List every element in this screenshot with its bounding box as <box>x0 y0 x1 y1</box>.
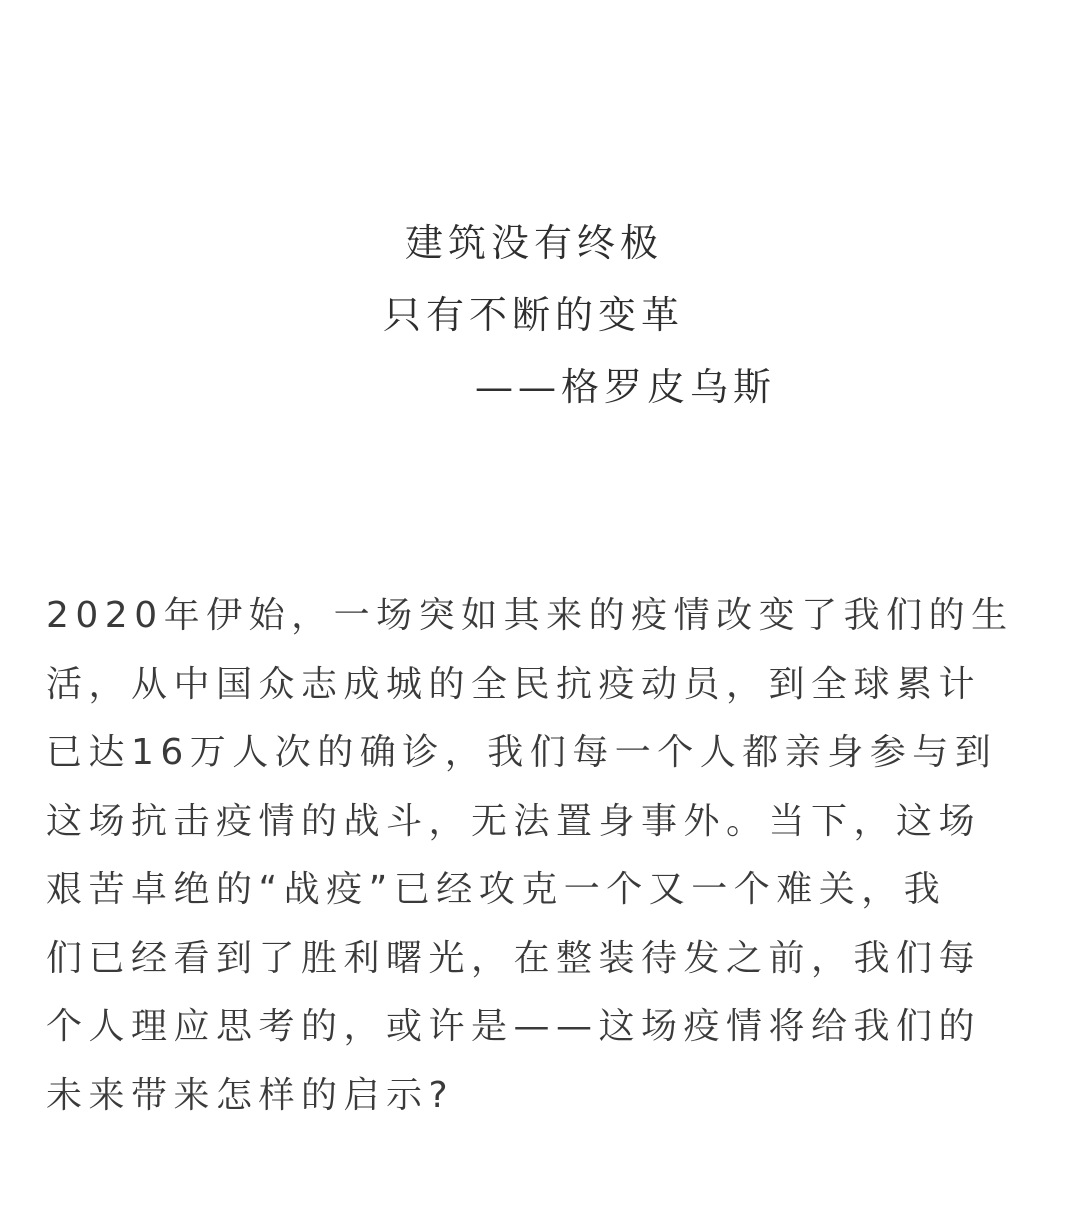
paragraph-line: 这场抗击疫情的战斗，无法置身事外。当下，这场 <box>46 800 982 842</box>
paragraph-line: 个人理应思考的，或许是——这场疫情将给我们的 <box>46 1006 982 1047</box>
body-paragraph <box>46 582 1040 1130</box>
paragraph-line: 已达16万人次的确诊，我们每一个人都亲身参与到 <box>46 732 998 773</box>
paragraph-line: 们已经看到了胜利曙光，在整装待发之前，我们每 <box>46 937 982 979</box>
epigraph-line-1: 建筑没有终极 <box>405 221 664 265</box>
epigraph-attribution: ——格罗皮乌斯 <box>475 365 777 409</box>
paragraph-line: 艰苦卓绝的“战疫”已经攻克一个又一个难关，我 <box>46 869 947 910</box>
paragraph-line: 未来带来怎样的启示? <box>46 1074 455 1116</box>
epigraph-line-2: 只有不断的变革 <box>383 293 685 337</box>
paragraph-line: 活，从中国众志成城的全民抗疫动员，到全球累计 <box>46 663 982 705</box>
paragraph-line: 2020年伊始，一场突如其来的疫情改变了我们的生 <box>46 595 1014 636</box>
